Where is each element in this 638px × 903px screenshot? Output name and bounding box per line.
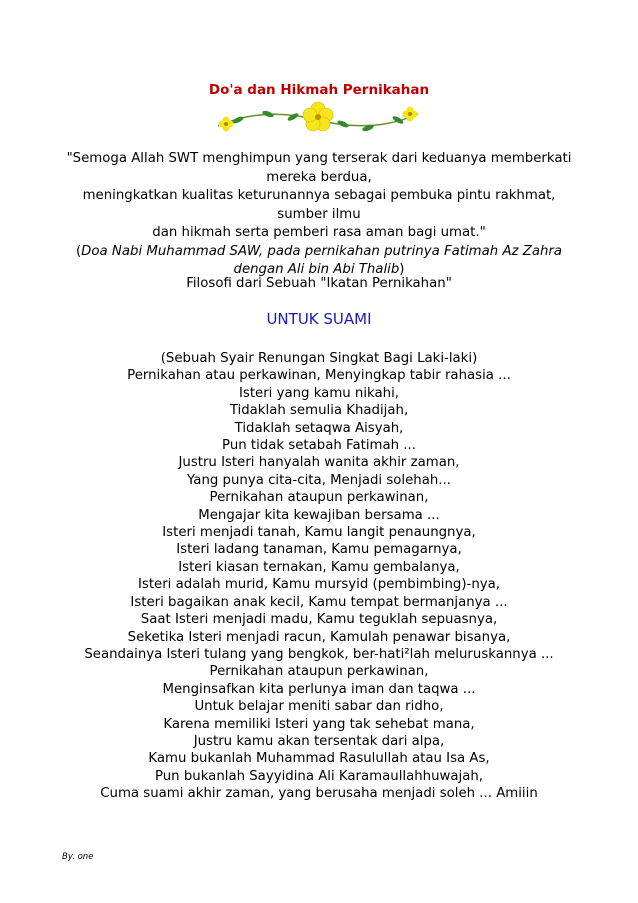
- poem-line: Justru kamu akan tersentak dari alpa,: [193, 733, 445, 749]
- quote-line: sumber ilmu: [277, 206, 361, 222]
- poem-line: Mengajar kita kewajiban bersama ...: [198, 507, 440, 523]
- document-title: Do'a dan Hikmah Pernikahan: [208, 82, 430, 98]
- poem-line: Yang punya cita-cita, Menjadi solehah...: [187, 472, 451, 488]
- poem-line: Justru Isteri hanyalah wanita akhir zaman,: [178, 455, 460, 471]
- footer-author: By. one: [62, 852, 94, 862]
- quote-line: mereka berdua,: [266, 169, 372, 185]
- poem-line: Pernikahan atau perkawinan, Menyingkap tabir rahasia ...: [127, 368, 511, 384]
- poem-line: Tidaklah setaqwa Aisyah,: [234, 420, 404, 436]
- poem-line: Menginsafkan kita perlunya iman dan taqwa ...: [162, 681, 476, 697]
- poem-line: Untuk belajar meniti sabar dan ridho,: [194, 699, 444, 715]
- quote-line: dan hikmah serta pemberi rasa aman bagi umat.": [152, 225, 486, 240]
- attribution-paren-open: (: [75, 243, 82, 259]
- poem: [62, 350, 576, 803]
- quote-line: "Semoga Allah SWT menghimpun yang terserak dari keduanya memberkati: [66, 151, 572, 166]
- poem-line: Seandainya Isteri tulang yang bengkok, ber-hati²lah meluruskannya ...: [84, 646, 554, 662]
- poem-line: Pun bukanlah Sayyidina Ali Karamaullahhuwajah,: [154, 768, 484, 784]
- poem-line: Isteri adalah murid, Kamu mursyid (pembimbing)-nya,: [137, 577, 501, 593]
- quote-attribution: [62, 243, 576, 262]
- poem-line: Pernikahan ataupun perkawinan,: [209, 490, 429, 506]
- poem-line: Karena memiliki Isteri yang tak sehebat mana,: [163, 716, 475, 732]
- poem-line: Isteri yang kamu nikahi,: [238, 385, 400, 401]
- attribution-source-cont: dengan Ali bin Abi Thalib: [233, 262, 400, 277]
- opening-prayer-quote: [62, 150, 576, 280]
- poem-line: Isteri menjadi tanah, Kamu langit penaungnya,: [162, 525, 476, 541]
- yellow-flower-garland-icon: [208, 100, 428, 136]
- poem-line: Tidaklah semulia Khadijah,: [229, 403, 409, 419]
- attribution-source: Doa Nabi Muhammad SAW, pada pernikahan putrinya Fatimah Az Zahra: [81, 243, 563, 259]
- poem-line: Seketika Isteri menjadi racun, Kamulah penawar bisanya,: [127, 629, 511, 645]
- poem-line: Saat Isteri menjadi madu, Kamu teguklah sepuasnya,: [140, 612, 498, 628]
- poem-line: Isteri bagaikan anak kecil, Kamu tempat bermanjanya ...: [130, 594, 508, 610]
- poem-line: Kamu bukanlah Muhammad Rasulullah atau Isa As,: [148, 751, 490, 767]
- section-heading: UNTUK SUAMI: [266, 310, 372, 328]
- quote-line: meningkatkan kualitas keturunannya sebagai pembuka pintu rakhmat,: [82, 188, 556, 203]
- poem-line: Isteri ladang tanaman, Kamu pemagarnya,: [176, 542, 462, 558]
- poem-line: Cuma suami akhir zaman, yang berusaha menjadi soleh ... Amiiin: [100, 786, 538, 802]
- poem-line: (Sebuah Syair Renungan Singkat Bagi Laki-laki): [160, 351, 478, 366]
- poem-line: Pun tidak setabah Fatimah ...: [222, 438, 416, 454]
- poem-line: Pernikahan ataupun perkawinan,: [209, 664, 429, 680]
- attribution-paren-close: ): [399, 262, 405, 277]
- poem-line: Isteri kiasan ternakan, Kamu gembalanya,: [178, 559, 460, 575]
- filosofi-subtitle: Filosofi dari Sebuah "Ikatan Pernikahan": [186, 276, 452, 291]
